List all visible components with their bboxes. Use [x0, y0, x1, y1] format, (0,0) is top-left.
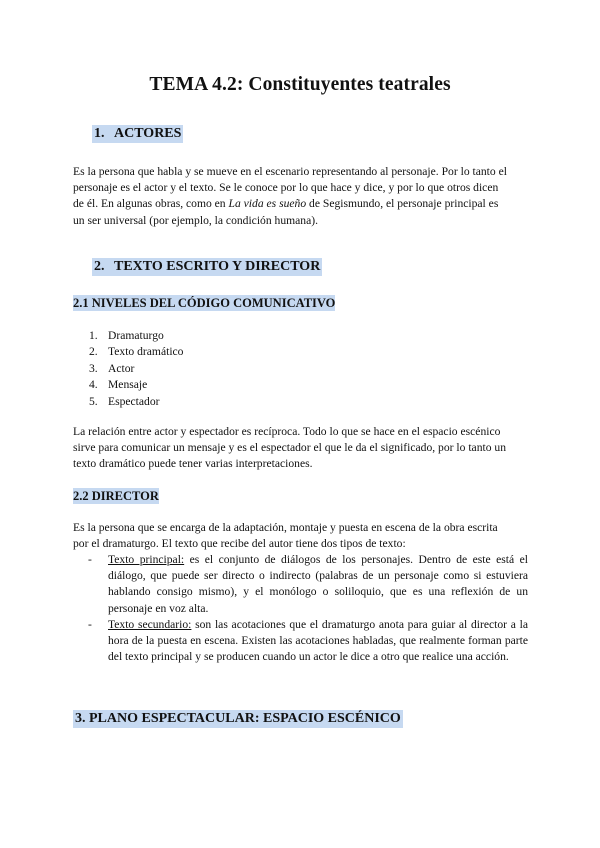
paragraph-actores: [73, 164, 527, 229]
bullet-item: - Texto secundario: son las acotaciones que el dramaturgo anota para guiar al director a la hora de la puesta en escena. Existen las acotaciones habladas, que realmente forman parte del texto principal y se producen cuando un actor le dice a otro que realice una acción.: [88, 617, 528, 664]
bullet-text: es el conjunto de diálogos de los personajes. Dentro de este está el diálogo, que puede ser directo o indirecto (palabras de un personaje como si estuviera hablando consigo mismo), y el monólogo o soliloquio, que es una reflexión de un personaje en voz alta.: [108, 553, 528, 615]
section-heading-texto-escrito: [92, 258, 322, 276]
paragraph-director: [73, 520, 527, 552]
subsection-heading-director: 2.2 DIRECTOR: [73, 489, 159, 503]
list-item: 1. Dramaturgo: [89, 329, 164, 342]
list-item: 3. Actor: [89, 361, 135, 375]
italic-title: La vida es sueño: [228, 197, 307, 211]
bullet-label: Texto secundario:: [108, 617, 192, 631]
numbered-list: [73, 328, 183, 410]
bullet-text: son las acotaciones que el dramaturgo anota para guiar al director a la hora de la puesta en escena. Existen las acotaciones habladas, que realmente forman parte del texto principal y se producen cuando un actor le dice a otro que realice una acción.: [108, 617, 528, 664]
paragraph-line: La relación entre actor y espectador es recíproca. Todo lo que se hace en el espacio escénico: [73, 425, 501, 438]
section-heading-actores: [92, 125, 183, 143]
section-title: ACTORES: [114, 126, 182, 141]
paragraph-line: un ser universal (por ejemplo, la condición humana).: [73, 213, 319, 227]
section-title: TEXTO ESCRITO Y DIRECTOR: [114, 259, 321, 274]
text-run: de él. En algunas obras, como en: [73, 197, 229, 211]
paragraph-line: personaje es el actor y el texto. Se le conoce por lo que hace y dice, y por lo que otros dicen: [73, 181, 499, 195]
section-heading-plano-espectacular: 3. PLANO ESPECTACULAR: ESPACIO ESCÉNICO: [75, 711, 401, 726]
paragraph-line: por el dramaturgo. El texto que recibe del autor tiene dos tipos de texto:: [73, 537, 406, 551]
bullet-list: [88, 552, 528, 665]
text-run: de Segismundo, el personaje principal es: [306, 197, 499, 211]
bullet-label: Texto principal:: [108, 553, 185, 566]
section-number: 1.: [94, 126, 105, 141]
section-number: 2.: [94, 259, 105, 274]
page-title: TEMA 4.2: Constituyentes teatrales: [149, 74, 451, 95]
paragraph-line: sirve para comunicar un mensaje y es el espectador el que le da el significado, por lo tanto un: [73, 441, 506, 455]
paragraph-line: texto dramático puede tener varias interpretaciones.: [73, 457, 313, 471]
paragraph-relacion: [73, 424, 527, 473]
paragraph-line: [73, 196, 527, 212]
subsection-heading-niveles: 2.1 NIVELES DEL CÓDIGO COMUNICATIVO: [73, 296, 336, 310]
list-item: 4. Mensaje: [89, 378, 148, 392]
list-item: 5. Espectador: [89, 394, 160, 408]
paragraph-line: Es la persona que se encarga de la adaptación, montaje y puesta en escena de la obra escrita: [73, 521, 498, 534]
paragraph-line: Es la persona que habla y se mueve en el escenario representando al personaje. Por lo tanto el: [73, 165, 507, 178]
list-item: 2. Texto dramático: [89, 345, 184, 359]
bullet-item: - Texto principal: es el conjunto de diálogos de los personajes. Dentro de este está el diálogo, que puede ser directo o indirecto (palabras de un personaje como si estuviera hablando consigo mismo), y el monólogo o soliloquio, que es una reflexión de un personaje en voz alta.: [88, 553, 528, 615]
